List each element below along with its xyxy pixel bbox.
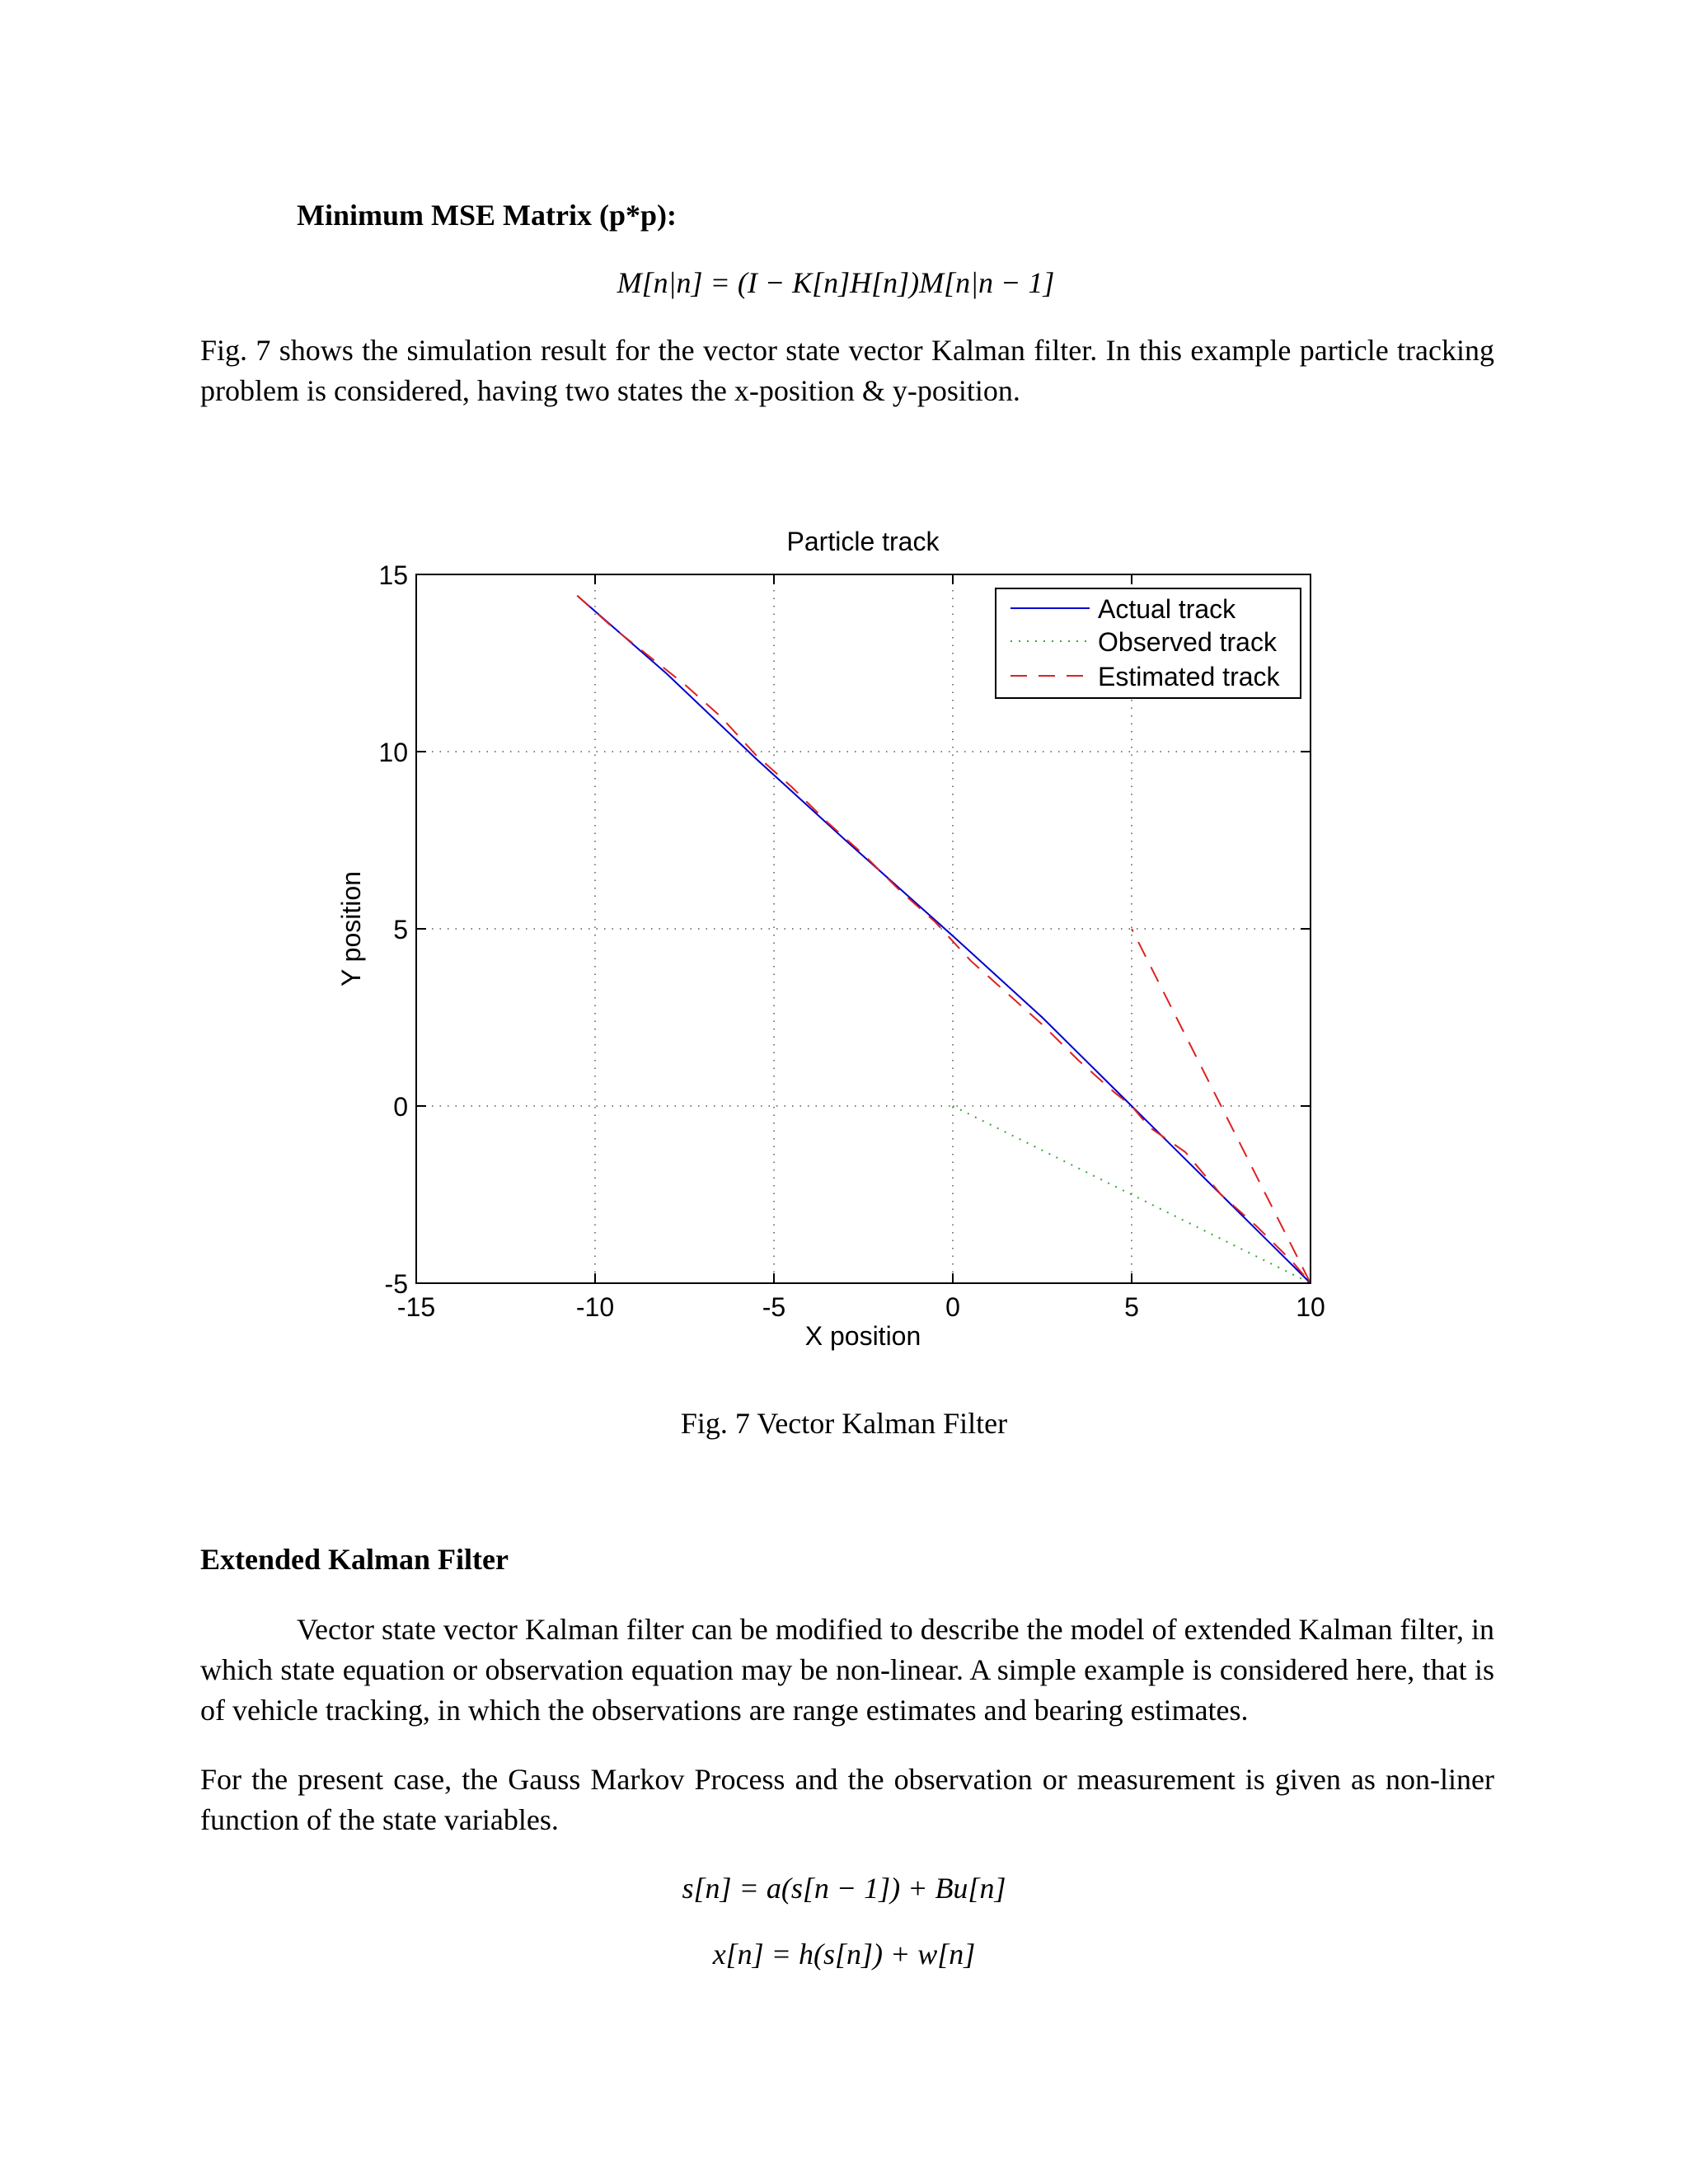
- x-axis-label: X position: [804, 1321, 921, 1351]
- x-tick-label: -15: [396, 1292, 436, 1322]
- x-tick-label: -10: [575, 1292, 615, 1322]
- observation-equation: x[n] = h(s[n]) + w[n]: [712, 1938, 976, 1971]
- fig7-intro-paragraph: Fig. 7 shows the simulation result for the vector state vector Kalman filter. In this example particle tracking problem is considered, having two states the x-position & y-position.: [200, 334, 1494, 407]
- y-tick-label: 5: [393, 915, 408, 944]
- chart-legend: [996, 588, 1301, 698]
- y-tick-label: -5: [384, 1269, 408, 1299]
- state-equation: s[n] = a(s[n − 1]) + Bu[n]: [682, 1872, 1006, 1905]
- legend-label-observed: Observed track: [1098, 627, 1277, 657]
- x-tick-label: 10: [1296, 1292, 1325, 1322]
- y-tick-label: 15: [378, 560, 408, 590]
- y-axis-label: Y position: [336, 871, 366, 987]
- y-tick-label: 10: [378, 738, 408, 767]
- mse-matrix-equation: M[n|n] = (I − K[n]H[n])M[n|n − 1]: [617, 266, 1055, 299]
- x-tick-label: 0: [945, 1292, 960, 1322]
- gauss-markov-paragraph: For the present case, the Gauss Markov Process and the observation or measurement is given as non-liner function of the state variables.: [200, 1763, 1494, 1836]
- extended-kalman-paragraph-text: Vector state vector Kalman filter can be modified to describe the model of extended Kalman filter, in which state equation or observation equation may be non-linear. A simple example is considered here, that is of vehicle tracking, in which the observations are range estimates and bearing estimates.: [200, 1613, 1495, 1727]
- y-tick-label: 0: [393, 1092, 408, 1122]
- extended-kalman-paragraph: [200, 1610, 1494, 1731]
- legend-label-actual: Actual track: [1098, 594, 1236, 624]
- x-tick-label: -5: [762, 1292, 786, 1322]
- mse-matrix-heading: Minimum MSE Matrix (p*p):: [297, 199, 677, 232]
- figure-caption: Fig. 7 Vector Kalman Filter: [680, 1407, 1008, 1440]
- chart-title: Particle track: [786, 527, 940, 556]
- x-tick-label: 5: [1124, 1292, 1139, 1322]
- extended-kalman-heading: Extended Kalman Filter: [200, 1543, 509, 1576]
- legend-label-estimated: Estimated track: [1098, 662, 1280, 691]
